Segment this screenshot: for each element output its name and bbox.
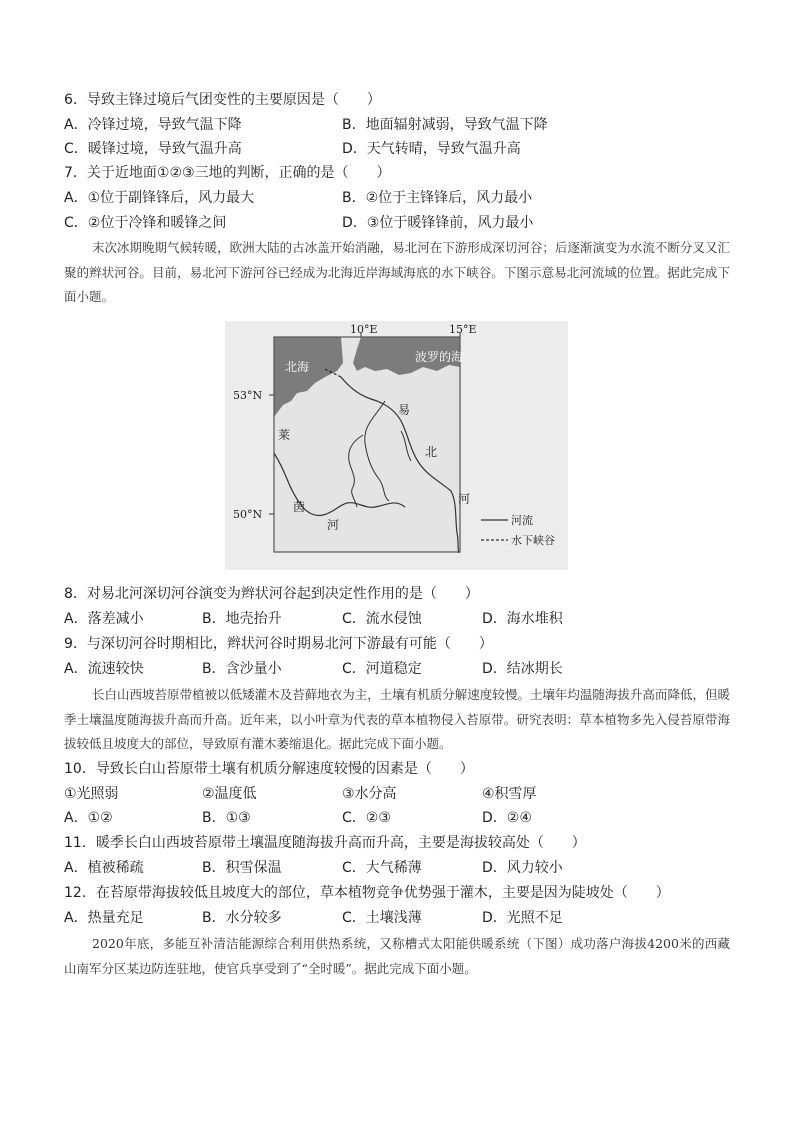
legend-canyon-label: 水下峡谷: [511, 534, 555, 547]
legend-river-label: 河流: [511, 514, 533, 527]
label-rhine-1: 莱: [278, 428, 291, 442]
q12-stem: 12．在苔原带海拔较低且坡度大的部位，草本植物竞争优势强于灌木，主要是因为陡坡处（ ）: [64, 885, 670, 901]
q10-option-b: B．①③: [202, 810, 251, 826]
q12-option-a: A．热量充足: [64, 910, 144, 926]
q11-option-a: A．植被稀疏: [64, 860, 144, 876]
q8-stem: 8．对易北河深切河谷演变为辫状河谷起到决定性作用的是（ ）: [64, 586, 479, 602]
passage-elbe: 末次冰期晚期气候转暖，欧洲大陆的古冰盖开始消融，易北河在下游形成深切河谷；后逐渐演变为水流不断分叉又汇聚的辫状河谷。目前，易北河下游河谷已经成为北海近岸海域海底的水下峡谷。下图示意易北河流域的位置。据此完成下面小题。: [64, 240, 730, 304]
q7-option-c: C．②位于冷锋和暖锋之间: [64, 215, 227, 231]
q8-option-b: B．地壳抬升: [202, 611, 282, 627]
q6-option-c: C．暖锋过境，导致气温升高: [64, 141, 242, 157]
label-rhine-2: 茵: [293, 500, 306, 514]
q8-option-c: C．流水侵蚀: [342, 611, 422, 627]
label-north-sea: 北海: [285, 360, 310, 374]
q8-option-a: A．落差减小: [64, 611, 144, 627]
q12-option-c: C．土壤浅薄: [342, 910, 422, 926]
q9-option-c: C．河道稳定: [342, 661, 422, 677]
q10-factor-4: ④积雪厚: [482, 786, 537, 802]
elbe-basin-map: [225, 321, 568, 570]
label-elbe-3: 河: [458, 492, 471, 506]
q7-stem: 7．关于近地面①②③三地的判断，正确的是（ ）: [64, 165, 391, 181]
q10-factor-1: ①光照弱: [64, 786, 119, 802]
q10-option-c: C．②③: [342, 810, 391, 826]
q6-option-b: B．地面辐射减弱，导致气温下降: [342, 117, 548, 133]
q9-option-d: D．结冰期长: [482, 661, 563, 677]
q6-stem: 6．导致主锋过境后气团变性的主要原因是（ ）: [64, 92, 381, 108]
q7-option-a: A．①位于副锋锋后，风力最大: [64, 190, 255, 206]
q10-option-a: A．①②: [64, 810, 113, 826]
lat-label-53n: 53°N: [233, 389, 263, 402]
q11-option-b: B．积雪保温: [202, 860, 282, 876]
lon-label-15e: 15°E: [449, 323, 477, 336]
q10-factor-2: ②温度低: [202, 786, 257, 802]
q9-option-b: B．含沙量小: [202, 661, 282, 677]
q6-option-a: A．冷锋过境，导致气温下降: [64, 117, 242, 133]
q7-option-d: D．③位于暖锋锋前，风力最小: [342, 215, 534, 231]
label-rhine-3: 河: [327, 518, 340, 532]
q8-option-d: D．海水堆积: [482, 611, 563, 627]
q10-factor-3: ③水分高: [342, 786, 397, 802]
lon-label-10e: 10°E: [350, 323, 378, 336]
q12-option-d: D．光照不足: [482, 910, 563, 926]
passage-changbai: 长白山西坡苔原带植被以低矮灌木及苔藓地衣为主，土壤有机质分解速度较慢。土壤年均温随海拔升高而降低，但暖季土壤温度随海拔升高而升高。近年来，以小叶章为代表的草本植物侵入苔原带。研究表明：草本植物多先入侵苔原带海拔较低且坡度大的部位，导致原有灌木萎缩退化。据此完成下面小题。: [64, 687, 730, 751]
q12-option-b: B．水分较多: [202, 910, 282, 926]
label-baltic-sea: 波罗的海: [415, 350, 464, 364]
lat-label-50n: 50°N: [233, 508, 263, 521]
q7-option-b: B．②位于主锋锋后，风力最小: [342, 190, 533, 206]
q11-stem: 11．暖季长白山西坡苔原带土壤温度随海拔升高而升高，主要是海拔较高处（ ）: [64, 835, 586, 851]
label-elbe-1: 易: [398, 403, 411, 417]
q9-stem: 9．与深切河谷时期相比，辫状河谷时期易北河下游最有可能（ ）: [64, 636, 493, 652]
q11-option-c: C．大气稀薄: [342, 860, 422, 876]
passage-solar-heating: 2020年底，多能互补清洁能源综合利用供热系统，又称槽式太阳能供暖系统（下图）成功落户海拔4200米的西藏山南军分区某边防连驻地，使官兵享受到了“全时暖”。据此完成下面小题。: [64, 936, 730, 976]
q10-stem: 10．导致长白山苔原带土壤有机质分解速度较慢的因素是（ ）: [64, 761, 474, 777]
q6-option-d: D．天气转晴，导致气温升高: [342, 141, 521, 157]
label-elbe-2: 北: [425, 445, 438, 459]
q9-option-a: A．流速较快: [64, 661, 144, 677]
q10-option-d: D．②④: [482, 810, 532, 826]
q11-option-d: D．风力较小: [482, 860, 563, 876]
